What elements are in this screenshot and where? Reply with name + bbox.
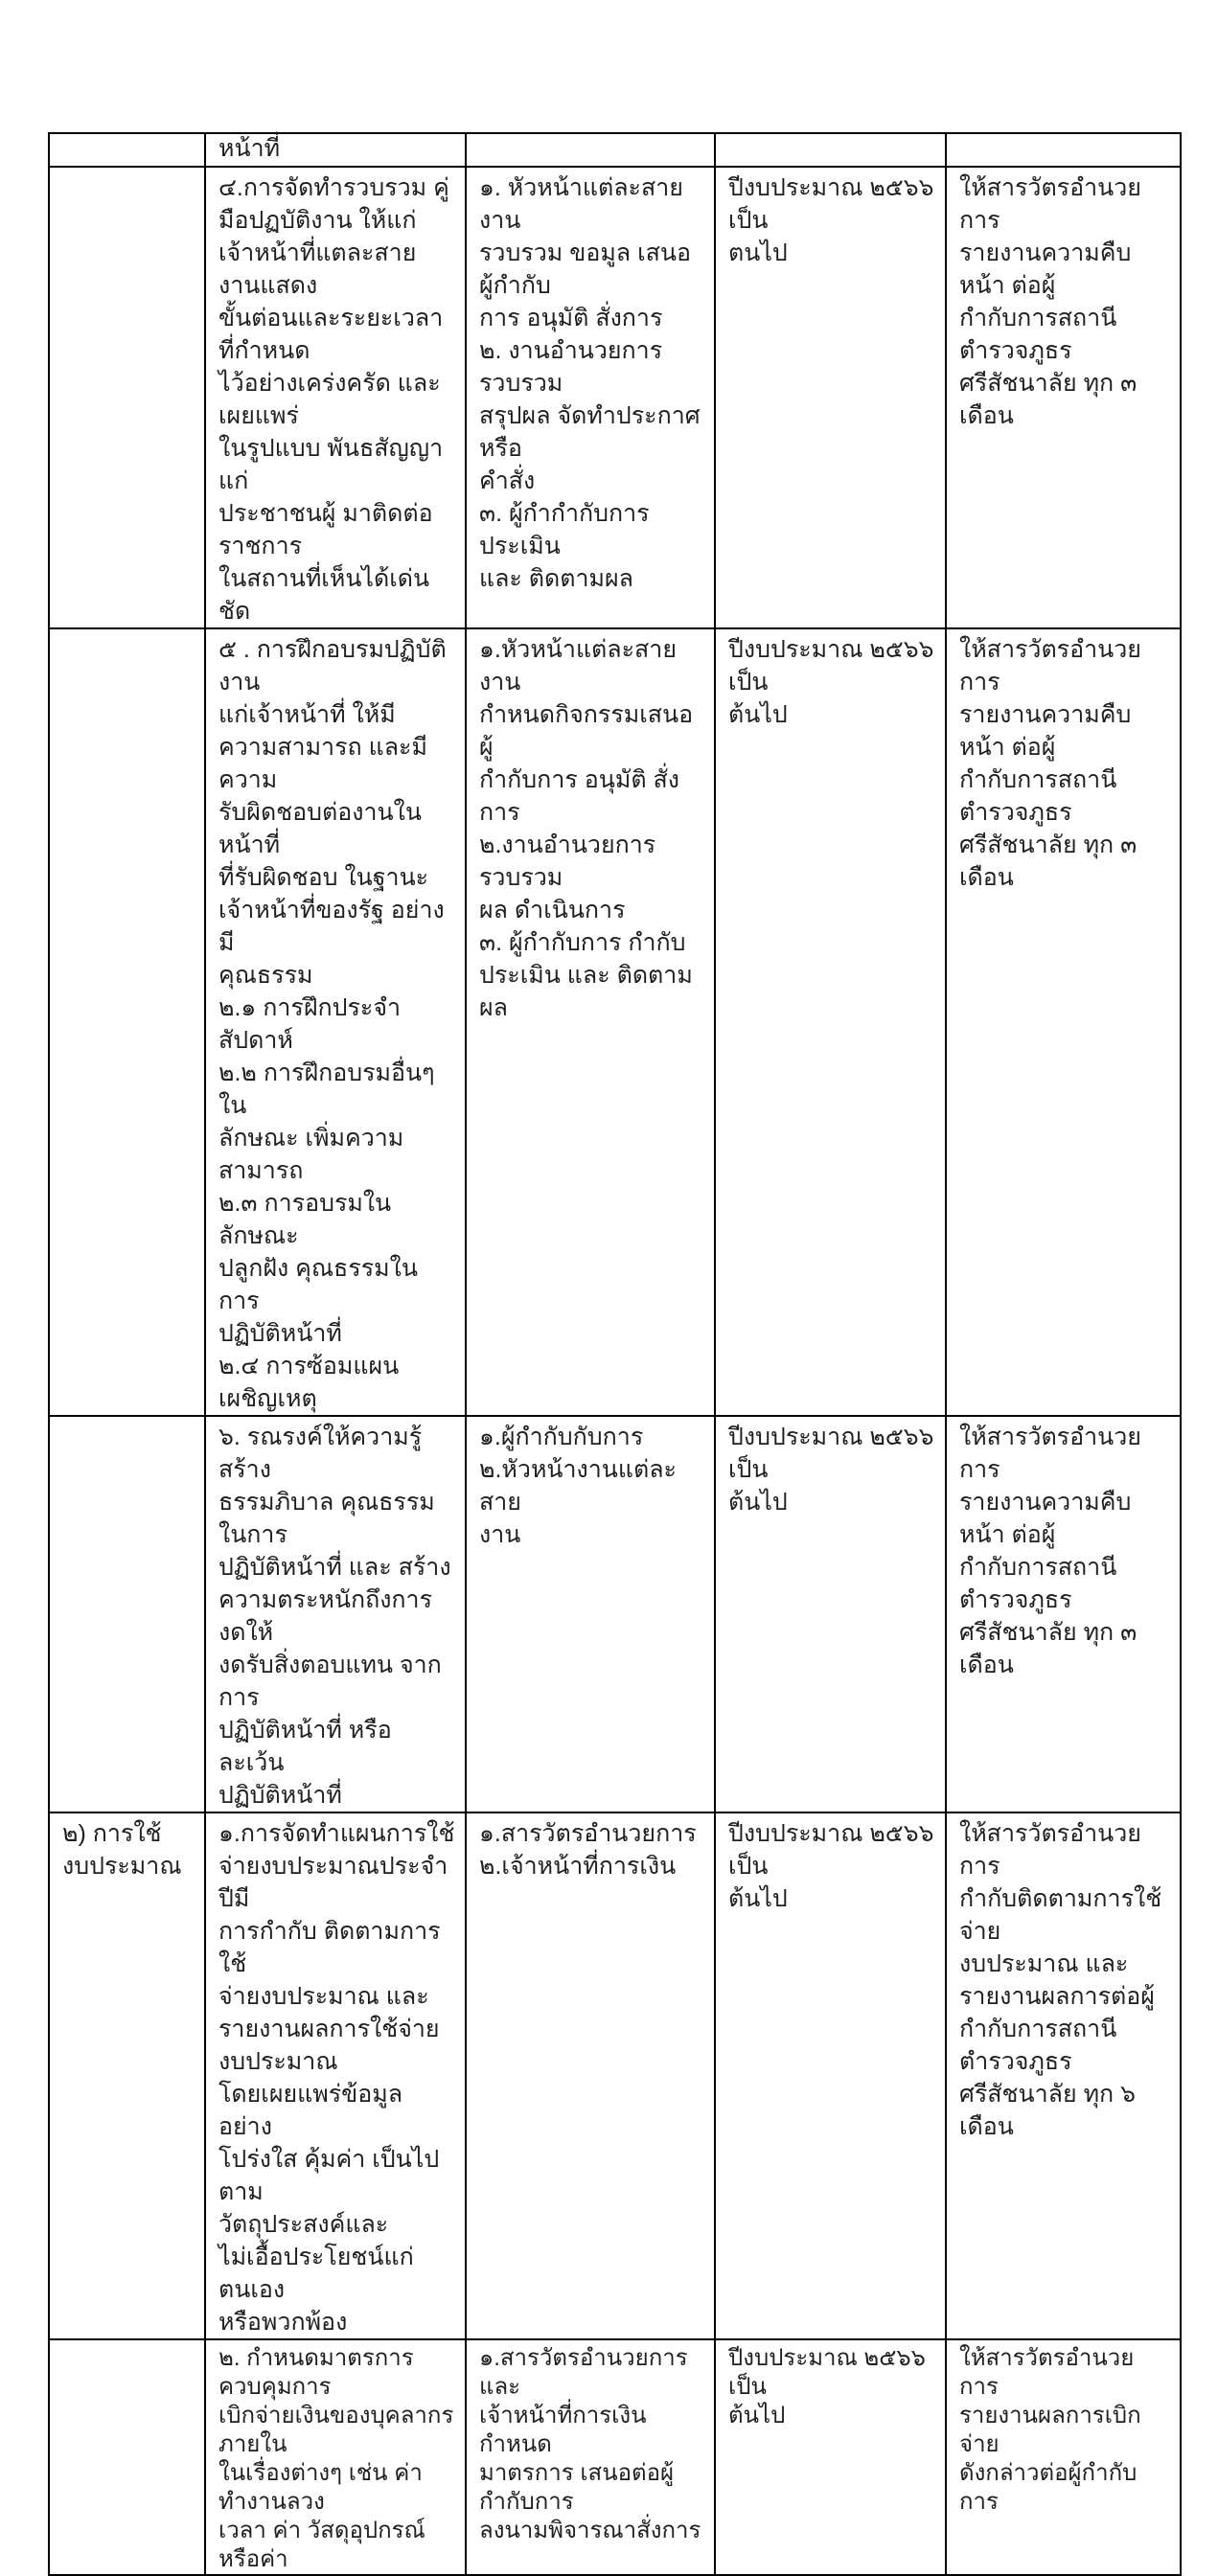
cell-responsible [466, 133, 715, 167]
cell-monitoring: ให้สารวัตรอำนวยการ รายงานความคืบหน้า ต่อผู้ กำกับการสถานีตำรวจภูธร ศรีสัชนาลัย ทุก ๓ เดือน [946, 1416, 1181, 1812]
cell-activity: ๕ . การฝึกอบรมปฏิบัติงาน แก่เจ้าหน้าที่ ให้มี ความสามารถ และมีความ รับผิดชอบต่องานในหน้าที่ ที่รับผิดชอบ ในฐานะ เจ้าหน้าที่ของรัฐ อย่างมี คุณธรรม ๒.๑ การฝึกประจำสัปดาห์ ๒.๒ การฝึกอบรมอื่นๆใน ลักษณะ เพิ่มความสามารถ ๒.๓ การอบรมในลักษณะ ปลูกฝัง คุณธรรมในการ ปฏิบัติหน้าที่ ๒.๔ การซ้อมแผนเผชิญเหตุ [205, 628, 466, 1416]
table-row-continuation [49, 133, 1181, 167]
cell-activity: ๑.การจัดทำแผนการใช้ จ่ายงบประมาณประจำปีมี การกำกับ ติดตามการใช้ จ่ายงบประมาณ และ รายงานผลการใช้จ่าย งบประมาณ โดยเผยแพร่ข้อมูลอย่าง โปร่งใส คุ้มค่า เป็นไปตาม วัตถุประสงค์และ ไม่เอื้อประโยชน์แก่ตนเอง หรือพวกพ้อง [205, 1812, 466, 2339]
cell-responsible: ๑.สารวัตรอำนวยการ ๒.เจ้าหน้าที่การเงิน [466, 1812, 715, 2339]
cell-responsible: ๑.ผู้กำกับกับการ ๒.หัวหน้างานแต่ละ สาย งาน [466, 1416, 715, 1812]
cell-responsible: ๑.หัวหน้าแต่ละสายงาน กำหนดกิจกรรมเสนอผู้ กำกับการ อนุมัติ สั่งการ ๒.งานอำนวยการรวบรวม ผล ดำเนินการ ๓. ผู้กำกับการ กำกับ ประเมิน และ ติดตามผล [466, 628, 715, 1416]
cell-activity: ๒. กำหนดมาตรการควบคุมการ เบิกจ่ายเงินของบุคลากรภายใน ในเรื่องต่างๆ เช่น ค่าทำงานลวง เวลา ค่า วัสดุอุปกรณ์หรือค่า [205, 2339, 466, 2575]
action-plan-table [48, 132, 1182, 2576]
cell-topic [49, 167, 205, 628]
cell-timeframe: ปีงบประมาณ ๒๕๖๖ เป็น ตนไป [715, 167, 946, 628]
cell-timeframe: ปีงบประมาณ ๒๕๖๖ เป็น ต้นไป [715, 1812, 946, 2339]
cell-monitoring [946, 133, 1181, 167]
cell-activity: หน้าที่ [205, 133, 466, 167]
cell-responsible: ๑. หัวหน้าแต่ละสายงาน รวบรวม ขอมูล เสนอผู้กำกับ การ อนุมัติ สั่งการ ๒. งานอำนวยการ รวบรวม สรุปผล จัดทำประกาศหรือ คำสั่ง ๓. ผู้กำกำกับการ ประเมิน และ ติดตามผล [466, 167, 715, 628]
table-row [49, 1812, 1181, 2339]
cell-timeframe [715, 133, 946, 167]
cell-monitoring: ให้สารวัตรอำนวยการ รายงานความคืบหน้า ต่อผู้ กำกับการสถานีตำรวจภูธร ศรีสัชนาลัย ทุก ๓ เดือน [946, 628, 1181, 1416]
cell-topic [49, 1416, 205, 1812]
cell-topic [49, 628, 205, 1416]
table-row [49, 1416, 1181, 1812]
table-row [49, 2339, 1181, 2575]
cell-timeframe: ปีงบประมาณ ๒๕๖๖ เป็น ต้นไป [715, 628, 946, 1416]
cell-topic: ๒) การใช้ งบประมาณ [49, 1812, 205, 2339]
table-row [49, 167, 1181, 628]
cell-monitoring: ให้สารวัตรอำนวยการ กำกับติดตามการใช้จ่าย งบประมาณ และ รายงานผลการต่อผู้ กำกับการสถานีตำรวจภูธร ศรีสัชนาลัย ทุก ๖ เดือน [946, 1812, 1181, 2339]
table-row [49, 628, 1181, 1416]
cell-responsible: ๑.สารวัตรอำนวยการและ เจ้าหน้าที่การเงินกำหนด มาตรการ เสนอต่อผู้กำกับการ ลงนามพิจารณาสั่งการ [466, 2339, 715, 2575]
cell-timeframe: ปีงบประมาณ ๒๕๖๖ เป็น ต้นไป [715, 1416, 946, 1812]
cell-activity: ๖. รณรงค์ให้ความรู้สร้าง ธรรมภิบาล คุณธรรมในการ ปฏิบัติหน้าที่ และ สร้าง ความตระหนักถึงการงดให้ งดรับสิ่งตอบแทน จากการ ปฏิบัติหน้าที่ หรือ ละเว้น ปฏิบัติหน้าที่ [205, 1416, 466, 1812]
cell-topic [49, 2339, 205, 2575]
cell-monitoring: ให้สารวัตรอำนวยการ รายงานผลการเบิกจ่าย ดังกล่าวต่อผู้กำกับการ [946, 2339, 1181, 2575]
cell-timeframe: ปีงบประมาณ ๒๕๖๖ เป็น ต้นไป [715, 2339, 946, 2575]
cell-topic [49, 133, 205, 167]
cell-monitoring: ให้สารวัตรอำนวยการ รายงานความคืบหน้า ต่อผู้ กำกับการสถานีตำรวจภูธร ศรีสัชนาลัย ทุก ๓ เดือน [946, 167, 1181, 628]
cell-activity: ๔.การจัดทำรวบรวม คู่ มือปฏบัติงาน ให้แก่ เจ้าหน้าที่แตละสายงานแสดง ขั้นต่อนและระยะเวลาที่กำหนด ไว้อย่างเคร่งครัด และเผยแพร่ ในรูปแบบ พันธสัญญา แก่ ประชาชนผู้ มาติดต่อราชการ ในสถานที่เห็นได้เด่นชัด [205, 167, 466, 628]
